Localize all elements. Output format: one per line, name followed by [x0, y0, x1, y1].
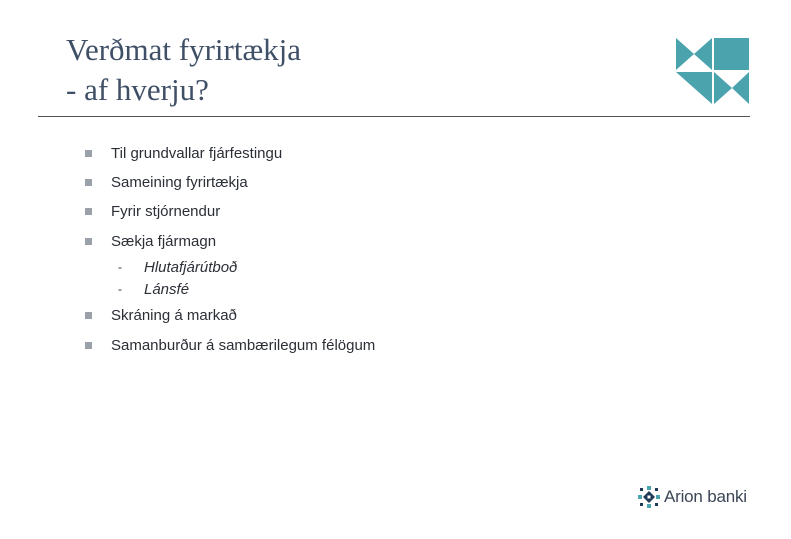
- sub-bullet-text: Hlutafjárútboð: [144, 258, 238, 276]
- bullet-square-icon: [85, 150, 92, 157]
- slide-title-line2: - af hverju?: [66, 72, 209, 107]
- sub-bullet-dash: -: [118, 282, 122, 296]
- bullet-square-icon: [85, 179, 92, 186]
- bullet-square-icon: [85, 342, 92, 349]
- sub-list-item: [118, 257, 237, 277]
- bullet-square-icon: [85, 208, 92, 215]
- bullet-text: Samanburður á sambærilegum félögum: [111, 336, 376, 354]
- bullet-text: Til grundvallar fjárfestingu: [111, 144, 283, 162]
- bullet-square-icon: [85, 312, 92, 319]
- brand-name: Arion banki: [664, 487, 747, 506]
- bullet-text: Sækja fjármagn: [111, 232, 217, 250]
- list-item: [85, 231, 216, 251]
- arion-star-icon: [638, 486, 660, 508]
- bullet-text: Fyrir stjórnendur: [111, 202, 221, 220]
- sub-bullet-text: Lánsfé: [144, 280, 190, 298]
- list-item: [85, 143, 282, 163]
- list-item: [85, 305, 237, 325]
- list-item: [85, 172, 248, 192]
- list-item: [85, 201, 220, 221]
- sub-bullet-dash: -: [118, 260, 122, 274]
- brand-logo: [638, 486, 747, 508]
- sub-list-item: [118, 279, 189, 299]
- bullet-text: Sameining fyrirtækja: [111, 173, 248, 191]
- list-item: [85, 335, 375, 355]
- bullet-square-icon: [85, 238, 92, 245]
- bullet-text: Skráning á markað: [111, 306, 237, 324]
- slide-title-line1: Verðmat fyrirtækja: [66, 32, 302, 67]
